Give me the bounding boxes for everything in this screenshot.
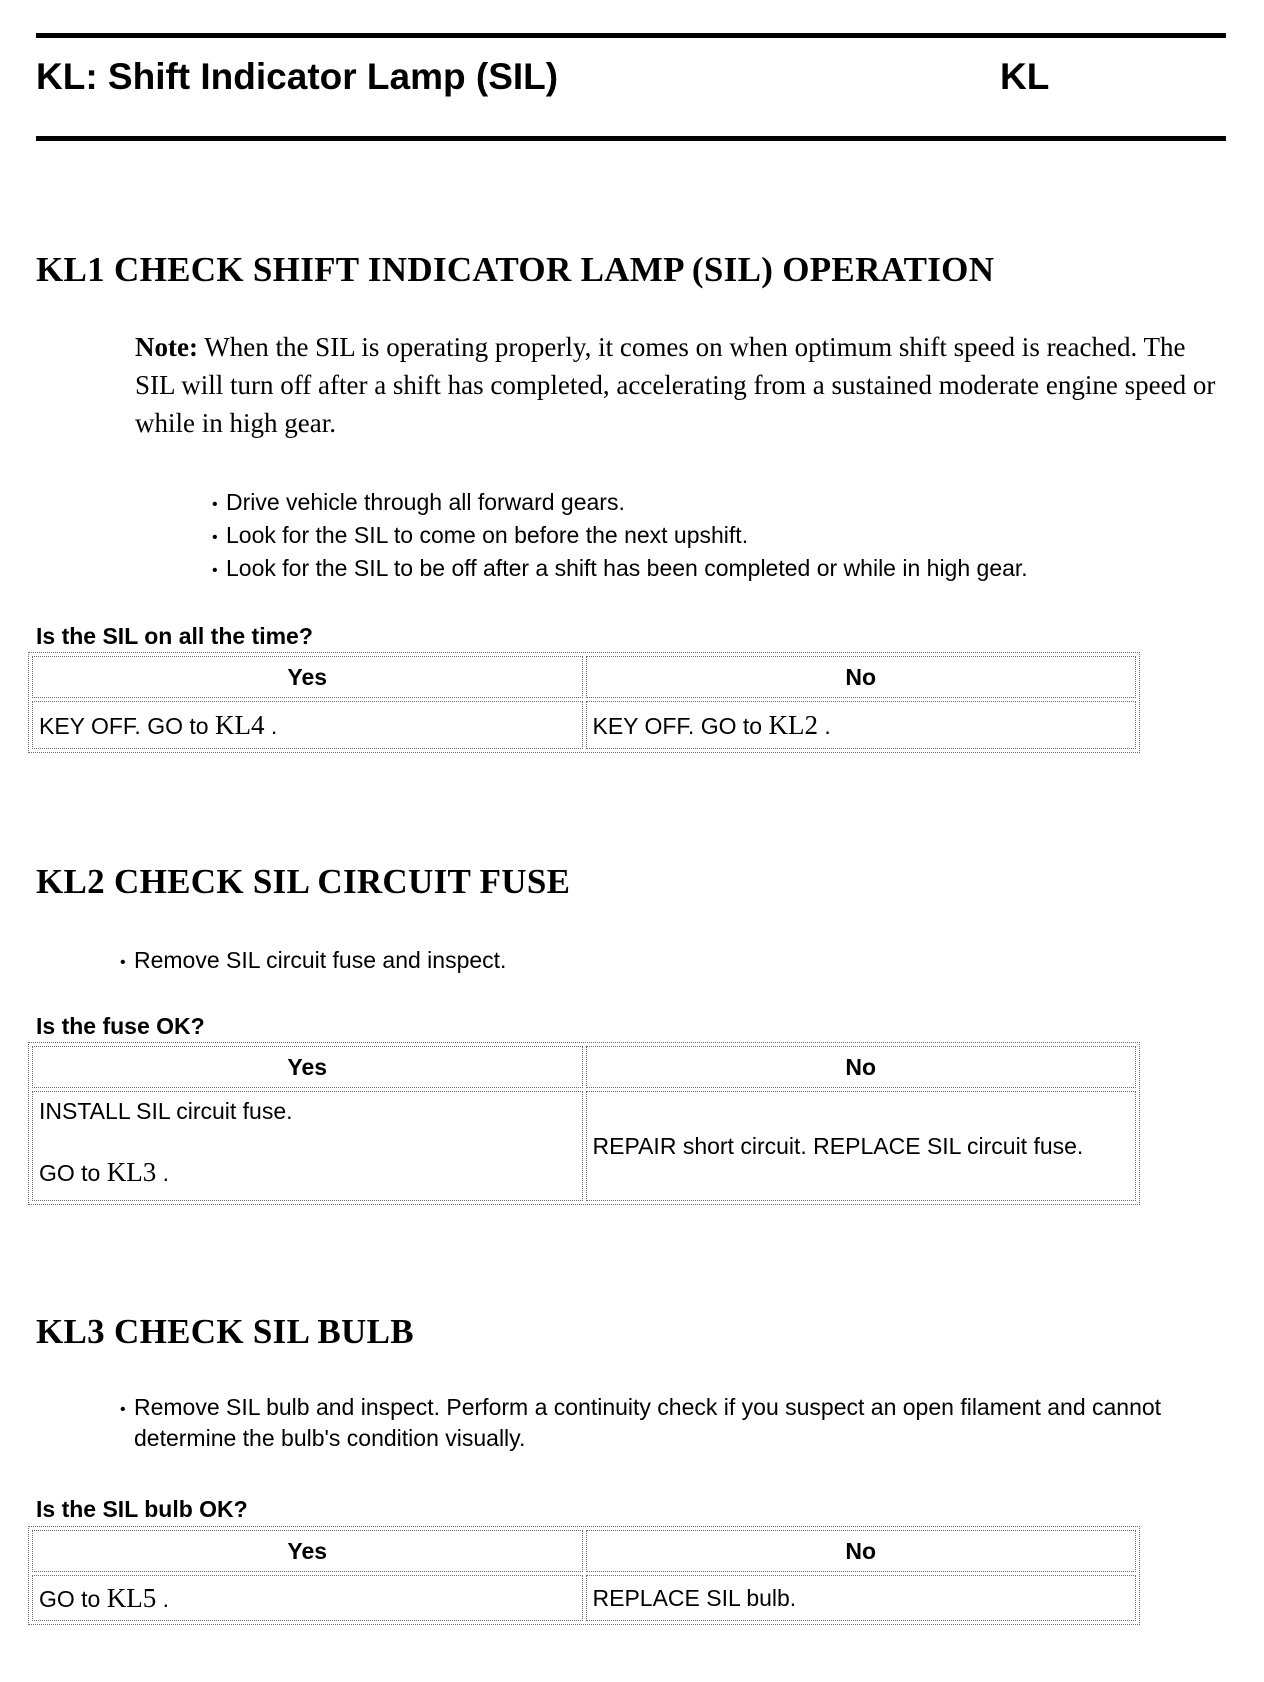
kl1-bullet-list [212, 486, 1028, 585]
list-item: • Look for the SIL to come on before the next upshift. [212, 519, 1028, 552]
kl3-decision-table [28, 1526, 1140, 1625]
page-code: KL [1000, 56, 1050, 97]
kl3-heading: KL3 CHECK SIL BULB [36, 1312, 414, 1351]
page-title: KL: Shift Indicator Lamp (SIL) [36, 56, 559, 97]
yes-cell [32, 1091, 583, 1201]
no-header: No [586, 1530, 1137, 1572]
note-text: When the SIL is operating properly, it comes on when optimum shift speed is reached. The SIL will turn off after a shift has completed, accelerating from a sustained moderate engine speed or while in high gear. [135, 332, 1216, 438]
yes-header: Yes [32, 1530, 583, 1572]
no-header: No [586, 1046, 1137, 1088]
kl2-heading: KL2 CHECK SIL CIRCUIT FUSE [36, 862, 571, 901]
list-item: • Remove SIL bulb and inspect. Perform a continuity check if you suspect an open filament and cannot determine the bulb's condition visually. [120, 1392, 1240, 1454]
no-cell: REPLACE SIL bulb. [586, 1575, 1137, 1621]
kl1-question: Is the SIL on all the time? [36, 623, 313, 649]
kl2-bullet-list [120, 944, 506, 977]
kl5-link[interactable]: KL5 [106, 1582, 157, 1613]
list-item: • Drive vehicle through all forward gears. [212, 486, 1028, 519]
kl2-question: Is the fuse OK? [36, 1013, 205, 1039]
kl4-link[interactable]: KL4 [214, 709, 265, 740]
no-cell: KEY OFF. GO to KL2 . [586, 701, 1137, 749]
kl1-note [135, 328, 1230, 442]
kl2-decision-table [28, 1042, 1140, 1205]
yes-cell: KEY OFF. GO to KL4 . [32, 701, 583, 749]
kl2-link[interactable]: KL2 [768, 709, 818, 740]
note-label: Note: [135, 332, 198, 362]
yes-cell: GO to KL5 . [32, 1575, 583, 1621]
yes-header: Yes [32, 1046, 583, 1088]
top-rule [36, 33, 1226, 38]
kl1-heading: KL1 CHECK SHIFT INDICATOR LAMP (SIL) OPERATION [36, 250, 995, 289]
no-header: No [586, 656, 1137, 698]
list-item: • Remove SIL circuit fuse and inspect. [120, 944, 506, 977]
yes-line-2: GO to KL3 . [39, 1157, 170, 1187]
kl3-bullet-list [120, 1392, 1240, 1454]
list-item: • Look for the SIL to be off after a shift has been completed or while in high gear. [212, 552, 1028, 585]
kl1-decision-table [28, 652, 1140, 753]
header-bottom-rule [36, 136, 1226, 141]
no-cell: REPAIR short circuit. REPLACE SIL circuit fuse. [586, 1091, 1137, 1201]
yes-line-1: INSTALL SIL circuit fuse. [39, 1098, 293, 1124]
kl3-link[interactable]: KL3 [106, 1157, 157, 1187]
kl3-question: Is the SIL bulb OK? [36, 1496, 248, 1522]
yes-header: Yes [32, 656, 583, 698]
